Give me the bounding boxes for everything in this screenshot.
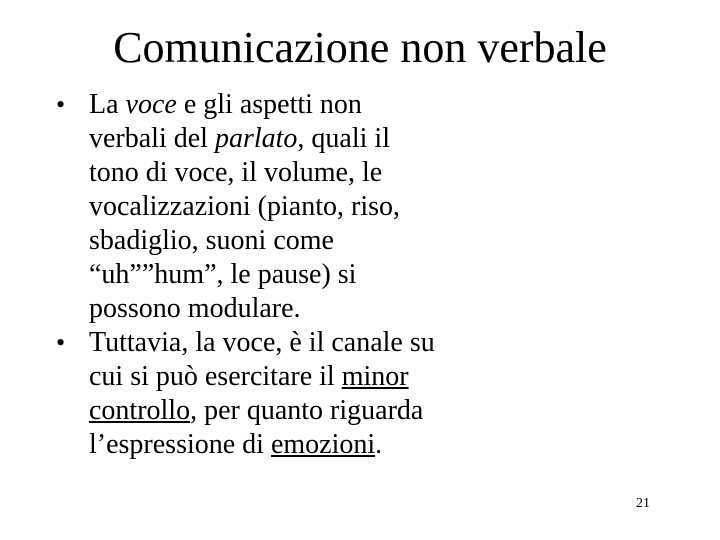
italic-text: parlato: [214, 123, 298, 154]
bullet-line: [89, 122, 516, 156]
italic-text: voce: [125, 89, 177, 120]
bullet-line: [89, 360, 516, 394]
text-run: possono modulare.: [89, 293, 301, 324]
underlined-text: emozioni: [270, 429, 376, 460]
bullet-item: [56, 326, 516, 462]
bullet-line: [89, 190, 516, 224]
underlined-text: minor: [341, 361, 409, 392]
text-run: , quali il: [297, 123, 390, 154]
underlined-text: controllo: [89, 395, 191, 426]
bullet-dot: •: [56, 90, 66, 119]
bullet-line: [89, 292, 516, 326]
text-run: vocalizzazioni (pianto, riso,: [89, 191, 400, 222]
text-run: Tuttavia, la voce, è il canale su: [89, 327, 435, 358]
bullet-line: [89, 88, 516, 122]
bullet-line: [89, 326, 516, 360]
bullet-item: [56, 88, 516, 326]
slide-title: Comunicazione non verbale: [113, 23, 607, 72]
text-run: verbali del: [89, 123, 215, 154]
text-run: sbadiglio, suoni come: [89, 225, 334, 256]
text-run: tono di voce, il volume, le: [89, 157, 383, 188]
text-run: “uh””hum”, le pause) si: [89, 259, 357, 290]
text-run: e gli aspetti non: [176, 89, 362, 120]
text-run: , per quanto riguarda: [190, 395, 424, 426]
bullet-line: [89, 156, 516, 190]
bullet-line: [89, 224, 516, 258]
text-run: cui si può esercitare il: [89, 361, 342, 392]
text-run: l’espressione di: [89, 429, 271, 460]
text-run: .: [375, 429, 383, 460]
page-number: 21: [636, 496, 650, 511]
text-run: La: [89, 89, 126, 120]
slide-body: [56, 88, 516, 462]
bullet-line: [89, 258, 516, 292]
bullet-line: [89, 428, 516, 462]
bullet-line: [89, 394, 516, 428]
bullet-dot: •: [56, 328, 66, 357]
